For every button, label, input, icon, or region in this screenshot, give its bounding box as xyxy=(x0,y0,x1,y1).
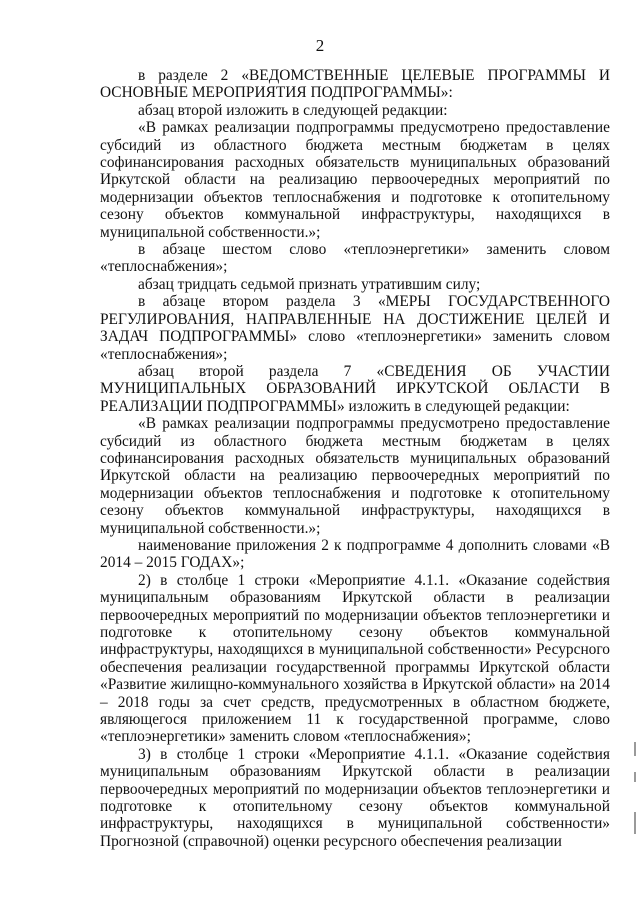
paragraph-appendix-2-title: наименование приложения 2 к подпрограмме 4 дополнить словами «В 2014 – 2015 ГОДАХ»; xyxy=(100,536,610,572)
paragraph-section-2-heading: в разделе 2 «ВЕДОМСТВЕННЫЕ ЦЕЛЕВЫЕ ПРОГРАММЫ И ОСНОВНЫЕ МЕРОПРИЯТИЯ ПОДПРОГРАММЫ»: xyxy=(100,67,610,102)
paragraph-instruction-second: абзац второй изложить в следующей редакции: xyxy=(138,101,448,119)
paragraph-quoted-subsidies-1: «В рамках реализации подпрограммы предусмотрено предоставление субсидий из областного бюджета местным бюджетам в целях софинансирования расходных обязательств муниципальных образований Иркутской области на реализацию первоочередных мероприятий по модернизации объектов теплоснабжения и подготовке к отопительному сезону объектов коммунальной инфраструктуры, находящихся в муниципальной собственности.»; xyxy=(100,119,610,241)
paragraph-sixth-replace: в абзаце шестом слово «теплоэнергетики» заменить словом «теплоснабжения»; xyxy=(100,241,610,276)
document-body xyxy=(100,67,610,850)
paragraph-quoted-subsidies-2: «В рамках реализации подпрограммы предусмотрено предоставление субсидий из областного бюджета местным бюджетам в целях софинансирования расходных обязательств муниципальных образований Иркутской области на реализацию первоочередных мероприятий по модернизации объектов теплоснабжения и подготовке к отопительному сезону объектов коммунальной инфраструктуры, находящихся в муниципальной собственности.»; xyxy=(100,415,610,537)
paragraph-section-3: в абзаце втором раздела 3 «МЕРЫ ГОСУДАРСТВЕННОГО РЕГУЛИРОВАНИЯ, НАПРАВЛЕННЫЕ НА ДОСТИЖЕНИЕ ЦЕЛЕЙ И ЗАДАЧ ПОДПРОГРАММЫ» слово «теплоэнергетики» заменить словом «теплоснабжения»; xyxy=(100,293,610,363)
page-number: 2 xyxy=(315,36,325,55)
paragraph-thirty-seventh-void: абзац тридцать седьмой признать утратившим силу; xyxy=(138,275,481,293)
paragraph-section-7: абзац второй раздела 7 «СВЕДЕНИЯ ОБ УЧАСТИИ МУНИЦИПАЛЬНЫХ ОБРАЗОВАНИЙ ИРКУТСКОЙ ОБЛАСТИ В РЕАЛИЗАЦИИ ПОДПРОГРАММЫ» изложить в следующей редакции: xyxy=(100,362,610,415)
paragraph-item-2: 2) в столбце 1 строки «Мероприятие 4.1.1. «Оказание содействия муниципальным образованиям Иркутской области в реализации первоочередных мероприятий по модернизации объектов теплоэнергетики и подготовке к отопительному сезону объектов коммунальной инфраструктуры, находящихся в муниципальной собственности» Ресурсного обеспечения реализации государственной программы Иркутской области «Развитие жилищно-коммунального хозяйства в Иркутской области» на 2014 – 2018 годы за счет средств, предусмотренных в областном бюджете, являющегося приложением 11 к государственной программе, слово «теплоэнергетики» заменить словом «теплоснабжения»; xyxy=(100,571,610,746)
scan-edge-mark xyxy=(634,742,636,756)
scan-edge-mark xyxy=(634,812,636,834)
scan-edge-mark xyxy=(634,772,636,782)
paragraph-item-3: 3) в столбце 1 строки «Мероприятие 4.1.1. «Оказание содействия муниципальным образованиям Иркутской области в реализации первоочередных мероприятий по модернизации объектов теплоэнергетики и подготовке к отопительному сезону объектов коммунальной инфраструктуры, находящихся в муниципальной собственности» Прогнозной (справочной) оценки ресурсного обеспечения реализации xyxy=(100,745,610,850)
